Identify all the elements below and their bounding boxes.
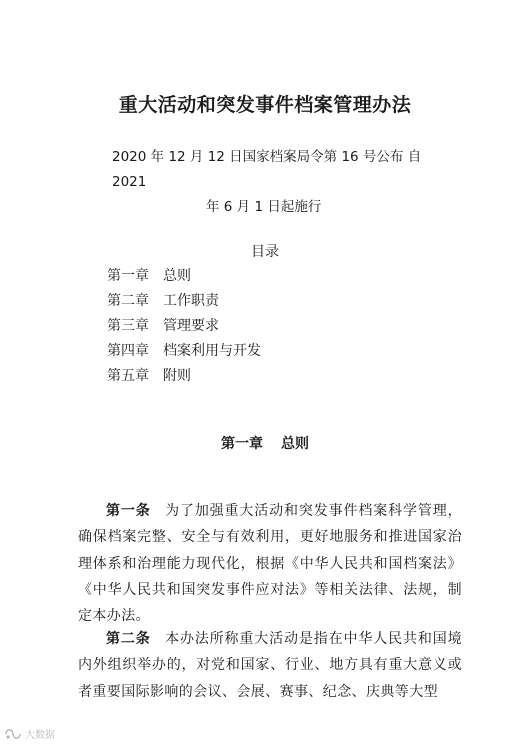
toc-item — [107, 364, 261, 389]
article-label: 第二条 — [106, 631, 151, 647]
publication-note-line-2: 年 6 月 1 日起施行 — [206, 199, 322, 215]
toc-item-title: 管理要求 — [163, 318, 219, 334]
publication-note — [112, 145, 452, 220]
toc-item-number: 第五章 — [107, 368, 149, 384]
publication-note-line-1: 2020 年 12 月 12 日国家档案局令第 16 号公布 自 2021 — [112, 149, 422, 190]
toc-item-number: 第四章 — [107, 343, 149, 359]
toc-item-title: 工作职责 — [163, 293, 219, 309]
toc-item-title: 档案利用与开发 — [163, 343, 261, 359]
article-paragraph — [78, 498, 462, 629]
toc-heading: 目录 — [251, 244, 279, 260]
chapter-title: 总则 — [281, 436, 309, 452]
article-text: 为了加强重大活动和突发事件档案科学管理，确保档案完整、安全与有效利用，更好地服务和推进国家治理体系和治理能力现代化，根据《中华人民共和国档案法》《中华人民共和国突发事件应对法》等相关法律、法规，制定本办法。 — [78, 503, 462, 625]
toc-item — [107, 264, 261, 289]
toc-item-title: 附则 — [163, 368, 191, 384]
article-text: 本办法所称重大活动是指在中华人民共和国境内外组织举办的，对党和国家、行业、地方具有重大意义或者重要国际影响的会议、会展、赛事、纪念、庆典等大型 — [78, 631, 462, 700]
watermark-logo-icon — [4, 728, 22, 740]
article-paragraph — [78, 626, 462, 705]
toc-item — [107, 314, 261, 339]
watermark-text: 大数据 — [25, 730, 55, 741]
toc-item-title: 总则 — [163, 268, 191, 284]
document-title: 重大活动和突发事件档案管理办法 — [118, 94, 412, 116]
chapter-heading — [0, 433, 530, 453]
toc-item-number: 第一章 — [107, 268, 149, 284]
toc-item-number: 第三章 — [107, 318, 149, 334]
article-label: 第一条 — [106, 503, 151, 519]
toc-item — [107, 339, 261, 364]
chapter-number: 第一章 — [221, 436, 263, 452]
table-of-contents — [107, 264, 261, 389]
watermark — [4, 726, 55, 741]
toc-item — [107, 289, 261, 314]
toc-item-number: 第二章 — [107, 293, 149, 309]
